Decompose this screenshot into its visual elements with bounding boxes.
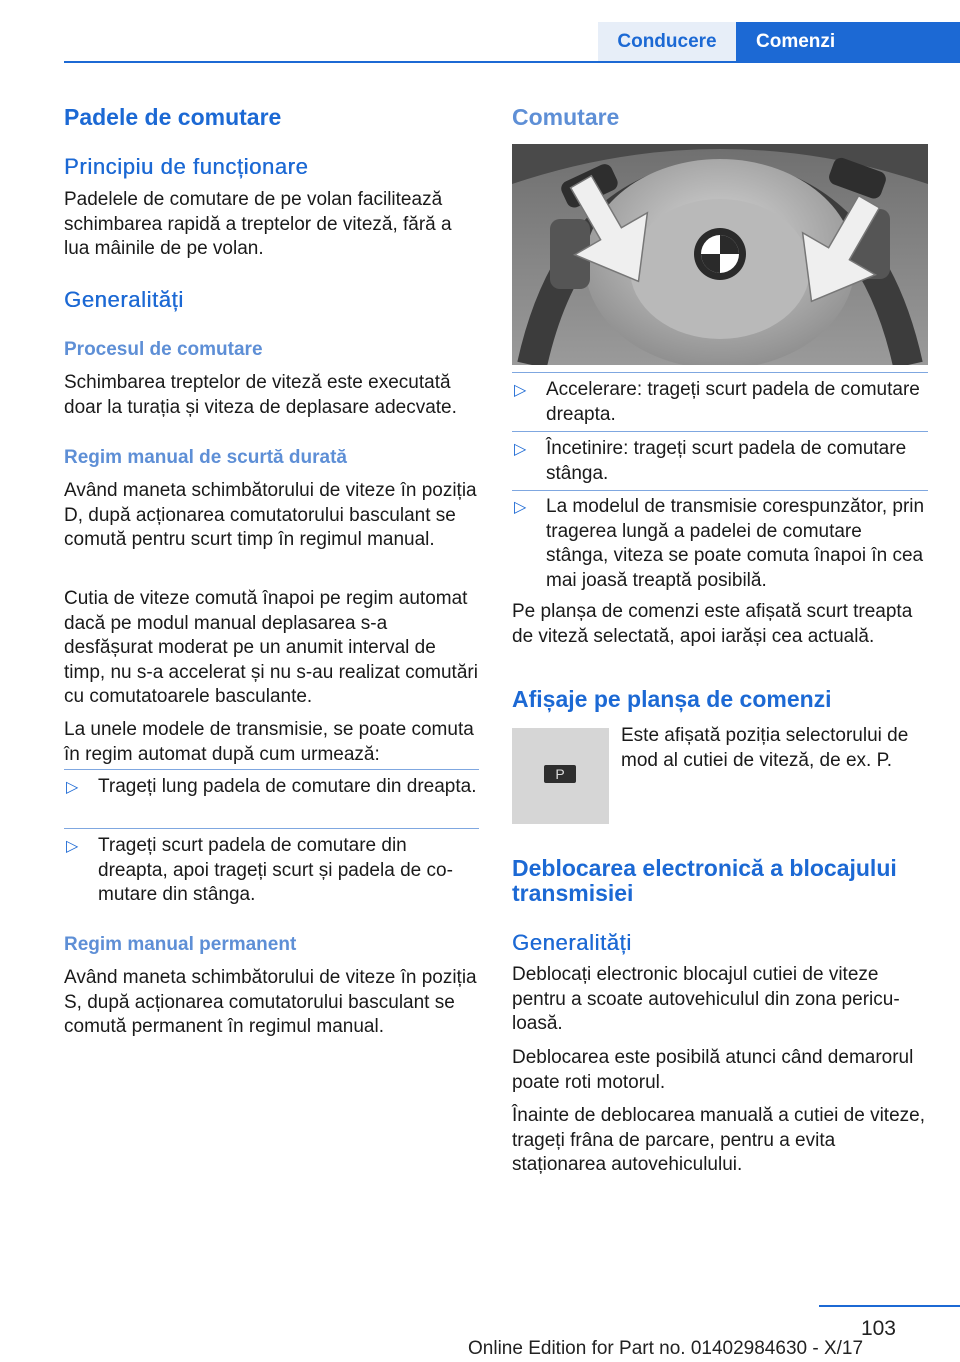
list-item: ▷ Trageți scurt padela de comutare din dreapta, apoi trageți scurt și padela de comutare din stânga. [66, 835, 453, 905]
triangle-bullet-icon: ▷ [66, 838, 79, 855]
para-plansa: Pe planșa de comenzi este afișată scurt treapta de viteză selectată, apoi iarăși cea actuală. [512, 601, 913, 647]
para-afisaje: Este afișată poziția selectorului de mod al cutiei de viteză, de ex. P. [621, 725, 909, 771]
triangle-bullet-icon: ▷ [514, 382, 527, 399]
heading-regim-permanent: Regim manual permanent [64, 934, 297, 955]
heading-comutare: Comutare [512, 104, 620, 130]
triangle-bullet-icon: ▷ [514, 499, 527, 516]
heading-afisaje: Afișaje pe planșa de comenzi [512, 686, 832, 712]
para-principiu: Padelele de comutare de pe volan facilitează schimbarea rapidă a treptelor de viteză, fără a lua mâinile de pe volan. [64, 189, 452, 259]
triangle-bullet-icon: ▷ [514, 441, 527, 458]
para-regim-2: Cutia de viteze comută înapoi pe regim automat dacă pe modul manual deplasarea s-a desfășurat moderat pe un anumit interval de timp, nu s-a accelerat și nu s-au realizat comutări cu comutatoarele basculante. [64, 588, 478, 707]
gear-display-image [512, 728, 609, 824]
list-item: ▷ Accelerare: trageți scurt padela de comutare dreapta. [514, 379, 920, 425]
list-separator [64, 769, 479, 770]
page-number: 103 [860, 1317, 896, 1340]
heading-procesul: Procesul de comutare [64, 339, 263, 360]
para-regim-1: Având maneta schimbătorului de viteze în poziția D, după acționarea comutatorului basculant se comută pentru scurt timp în regimul manual. [64, 480, 477, 550]
heading-padele: Padele de comutare [64, 104, 282, 130]
list-item: ▷ Încetinire: trageți scurt padela de comutare stânga. [514, 438, 907, 484]
para-procesul: Schimbarea treptelor de viteză este executată doar la turația și viteza de deplasare adecvate. [64, 372, 457, 418]
heading-deblocarea: Deblocarea electronică a blocajului transmisiei [512, 855, 897, 906]
tab-conducere[interactable]: Conducere [598, 22, 736, 61]
para-permanent: Având maneta schimbătorului de viteze în poziția S, după acționarea comutatorului basculant se comută permanent în regimul manual. [64, 967, 477, 1037]
para-regim-3: La unele modele de transmisie, se poate comuta în regim automat după cum urmează: [64, 719, 474, 765]
list-item: ▷ La modelul de transmisie corespunzător, prin tragerea lungă a padelei de comutare stânga, viteza se poate comuta înapoi în cea mai joasă treaptă posibilă. [514, 496, 925, 591]
gear-letter: P [555, 766, 565, 782]
list-separator [512, 372, 928, 373]
heading-generalitati: Generalități [64, 287, 184, 312]
tab-comenzi[interactable]: Comenzi [736, 22, 960, 63]
list-item: ▷ Trageți lung padela de comutare din dreapta. [64, 775, 479, 800]
list-separator [512, 431, 928, 432]
header-rule [64, 61, 960, 63]
triangle-bullet-icon: ▷ [66, 779, 79, 796]
steering-wheel-image [512, 144, 928, 365]
para-deblocare-2: Deblocarea este posibilă atunci când demarorul poate roti motorul. [512, 1047, 914, 1093]
edition-footer: Online Edition for Part no. 01402984630 - X/17 [468, 1338, 864, 1359]
para-deblocare-1: Deblocați electronic blocajul cutiei de viteze pentru a scoate autovehiculul din zona periculoasă. [512, 964, 900, 1034]
list-separator [64, 828, 479, 829]
heading-generalitati-2: Generalități [512, 930, 632, 955]
heading-regim-scurt: Regim manual de scurtă durată [64, 447, 347, 468]
list-separator [512, 490, 928, 491]
footer-rule [819, 1305, 960, 1307]
heading-principiu: Principiu de funcționare [64, 154, 309, 179]
para-deblocare-3: Înainte de deblocarea manuală a cutiei de viteze, trageți frâna de parcare, pentru a evita staționarea autovehiculului. [512, 1105, 925, 1175]
